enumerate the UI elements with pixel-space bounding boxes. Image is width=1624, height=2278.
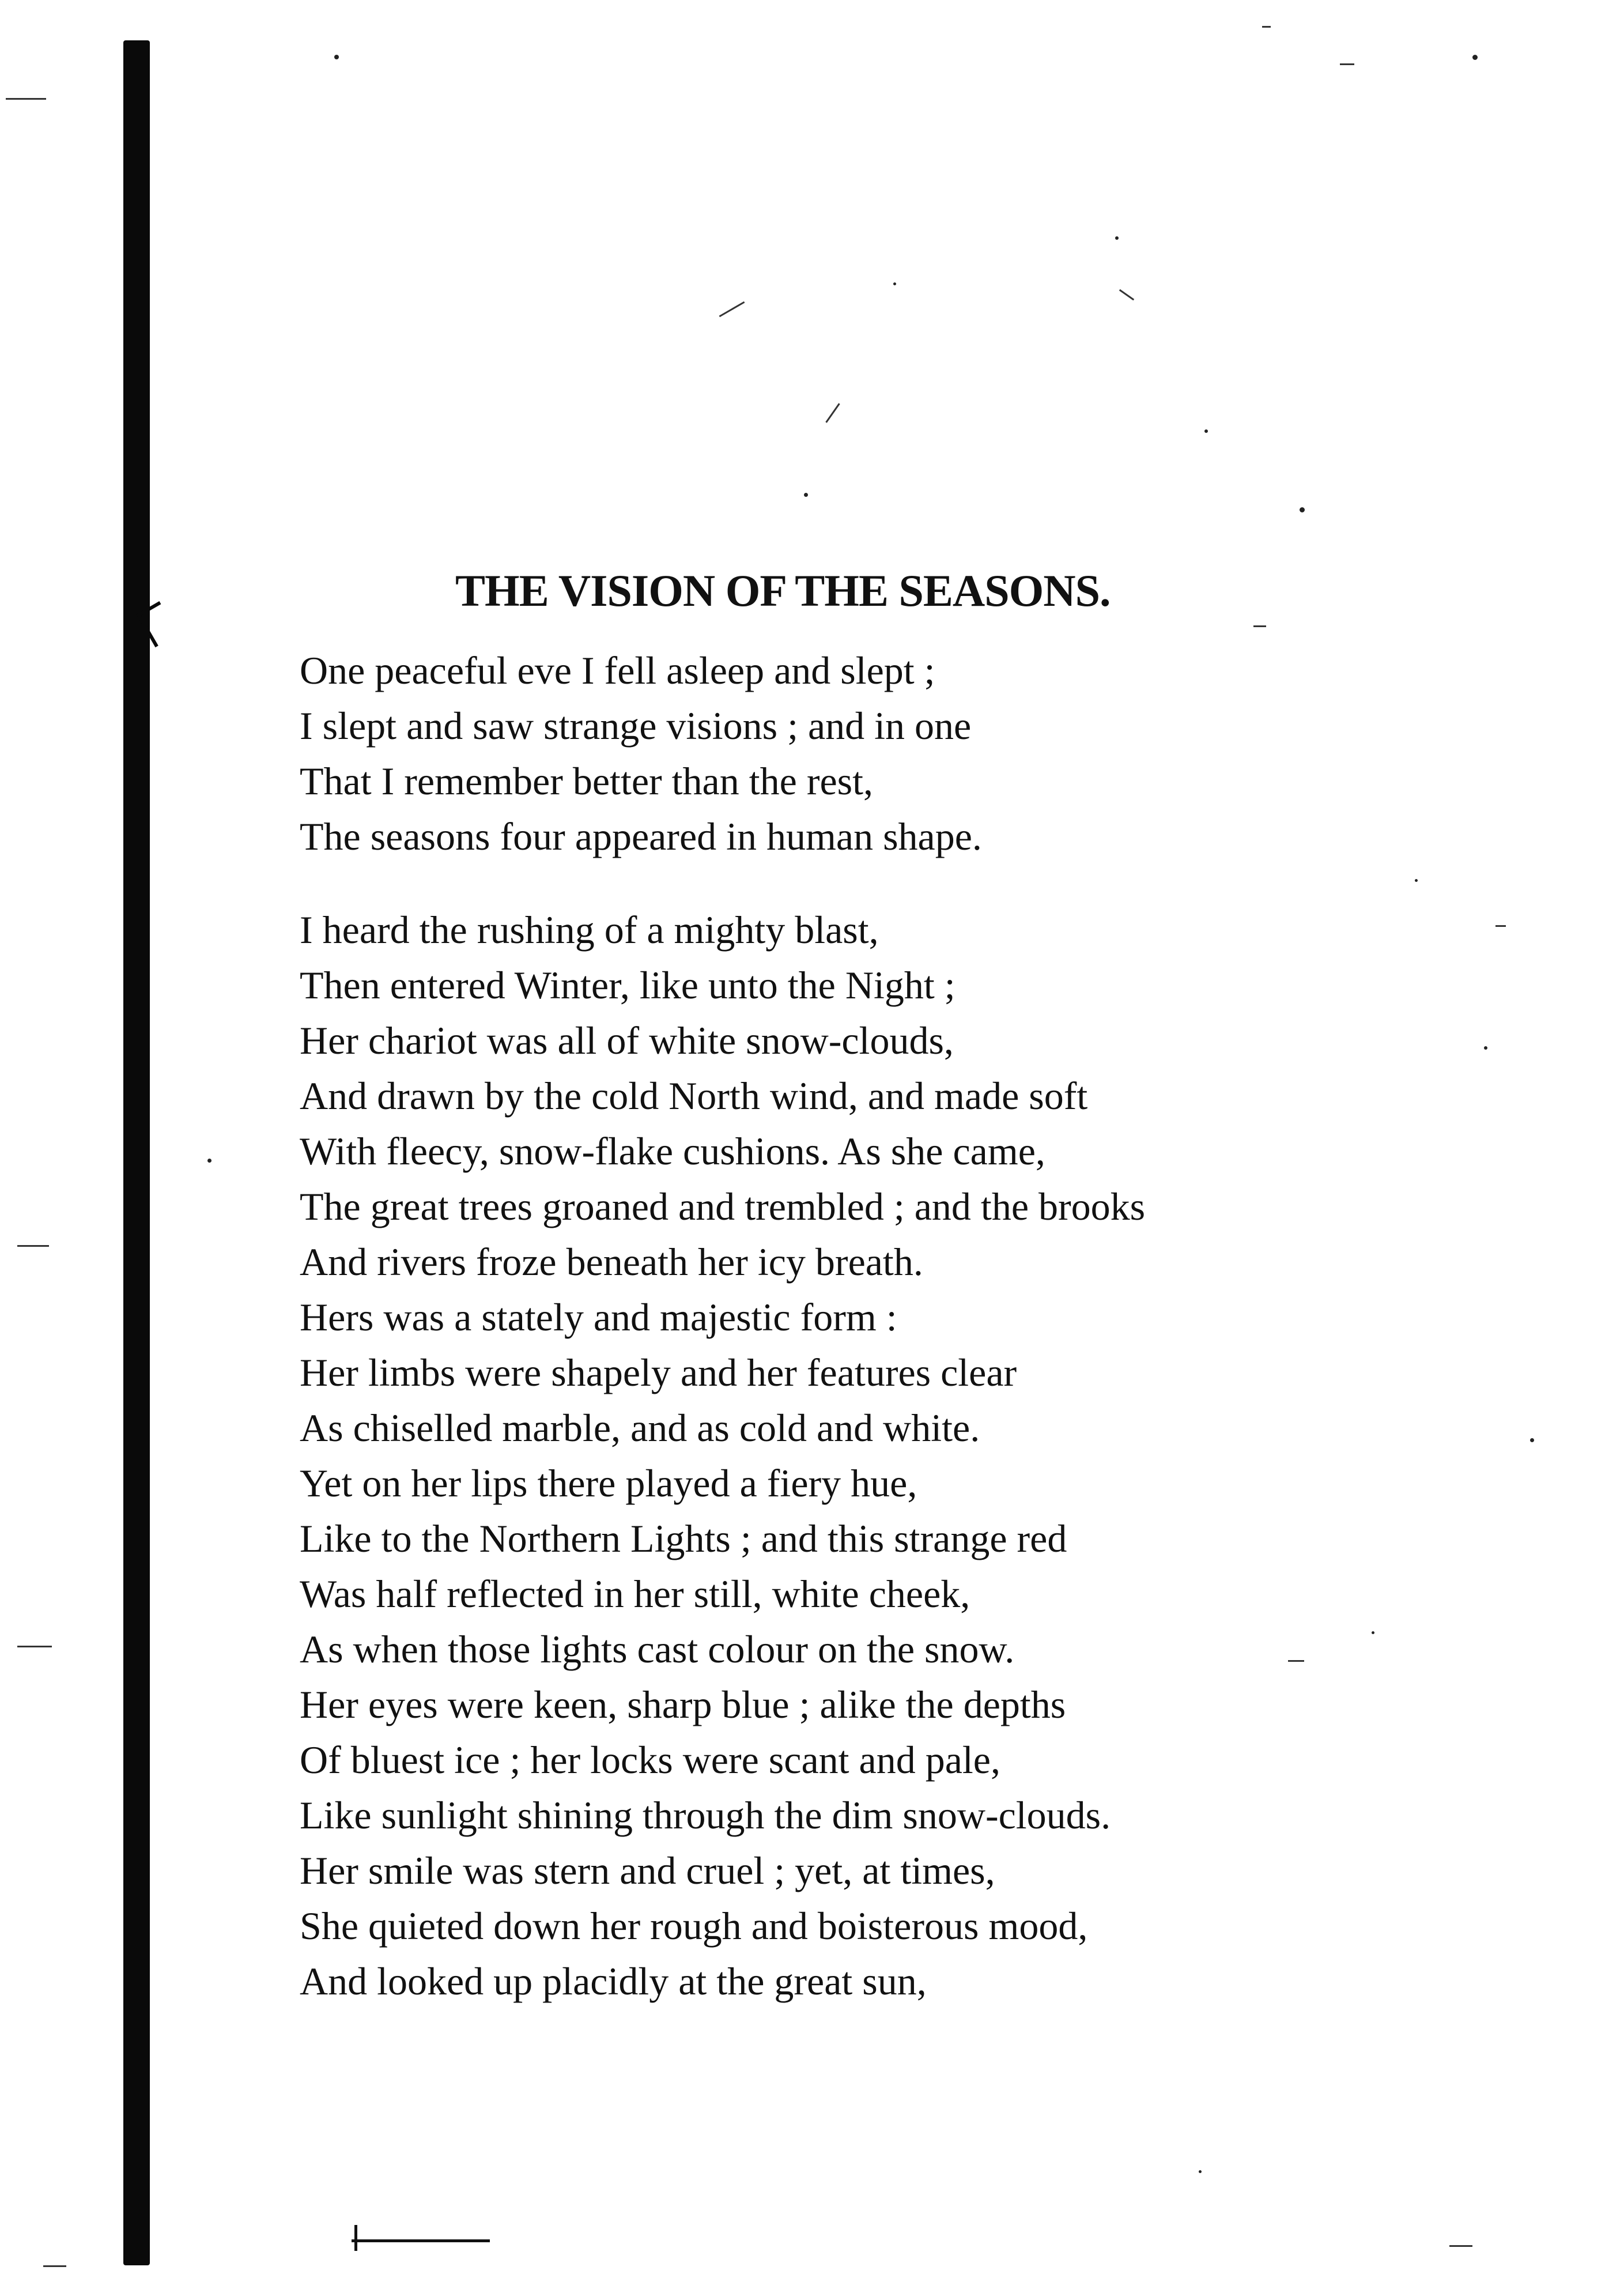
footer-mark-tick [354,2225,357,2251]
scan-dash [1340,63,1354,65]
poem-line: I heard the rushing of a mighty blast, [300,908,879,952]
poem-line: Like to the Northern Lights ; and this strange red [300,1517,1067,1560]
scan-dash [825,403,840,423]
scan-speck [207,1159,212,1163]
scan-dash [17,1646,52,1647]
scan-speck [1300,507,1305,512]
poem-line: The seasons four appeared in human shape. [300,814,982,858]
poem-line: Her smile was stern and cruel ; yet, at times, [300,1849,995,1892]
scan-dash [1449,2245,1472,2247]
scan-dash [6,98,46,100]
footer-mark [352,2239,490,2242]
scan-speck [1204,429,1208,433]
poem-line: And looked up placidly at the great sun, [300,1959,927,2003]
poem-line: Was half reflected in her still, white cheek, [300,1572,970,1616]
scan-dash [1119,289,1134,301]
poem-line: And drawn by the cold North wind, and made soft [300,1074,1088,1118]
poem-line: One peaceful eve I fell asleep and slept ; [300,648,935,692]
poem-line: And rivers froze beneath her icy breath. [300,1240,923,1284]
poem-line: Yet on her lips there played a fiery hue, [300,1461,917,1505]
poem-line: I slept and saw strange visions ; and in one [300,704,972,748]
poem-line: The great trees groaned and trembled ; and the brooks [300,1185,1146,1228]
scan-speck [1530,1438,1534,1442]
scan-speck [804,493,808,497]
scan-speck [1472,55,1478,60]
poem-line: She quieted down her rough and boisterous mood, [300,1904,1088,1948]
stanza-1 [300,643,1452,864]
scan-speck [1199,2170,1202,2173]
scan-speck [1115,236,1119,240]
binding-edge [123,40,150,2265]
poem-line: With fleecy, snow-flake cushions. As she came, [300,1129,1045,1173]
stanza-2 [300,902,1452,2009]
scan-speck [334,55,339,59]
scan-dash [17,1245,49,1247]
scan-dash [1253,625,1266,627]
poem-line: As when those lights cast colour on the snow. [300,1627,1015,1671]
poem-line: As chiselled marble, and as cold and white. [300,1406,980,1450]
scan-dash [719,301,745,318]
poem-line: Of bluest ice ; her locks were scant and pale, [300,1738,1000,1782]
poem-line: Hers was a stately and majestic form : [300,1295,897,1339]
poem-title: THE VISION OF THE SEASONS. [455,565,1111,616]
poem-line: Like sunlight shining through the dim snow-clouds. [300,1793,1111,1837]
scan-dash [1262,26,1271,28]
scan-speck [893,282,896,285]
scan-speck [1415,879,1418,882]
poem-line: Her eyes were keen, sharp blue ; alike the depths [300,1683,1066,1726]
scan-speck [1484,1046,1487,1050]
poem-line: That I remember better than the rest, [300,759,873,803]
poem-line: Then entered Winter, like unto the Night ; [300,963,955,1007]
poem-line: Her chariot was all of white snow-clouds, [300,1019,954,1062]
scan-dash [1495,925,1506,927]
poem-line: Her limbs were shapely and her features clear [300,1351,1017,1394]
scan-dash [43,2265,66,2267]
